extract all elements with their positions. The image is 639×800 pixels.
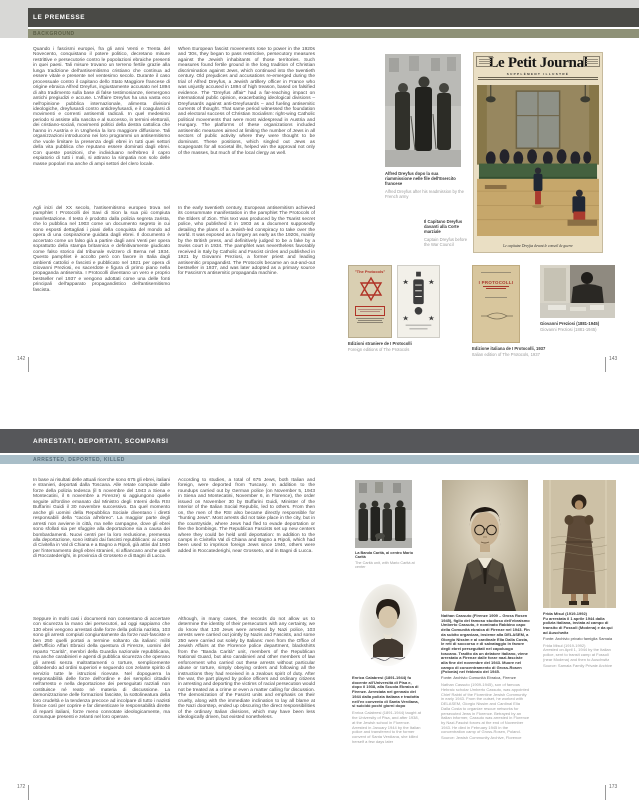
page-number-142 [17, 356, 29, 372]
page-number-rule [605, 785, 606, 800]
masthead-rule-2 [478, 79, 598, 80]
body-text-italian-paragraph-2: Agli inizi del XX secolo, l'antisemitismo europeo trova nel pamphlet I Protocolli dei Savi di Sion la sua più compiuta manifestazione. Il testo è prodotto dalla polizia segreta zarista, che lo pubblica nel 1903 come un documento segreto in cui sono esposti dettagliati i piani della conquista del mondo ad opera di una cospirazione guidata dagli ebrei. Il documento è accertato come un falso già a partire dagli anni Venti per opera soprattutto della stampa britannica e definitivamente giudicato come falso storico dal tribunale svizzero di Berna nel 1934. Questo pamphlet è accolto però con favore in Italia dagli ambienti cattolici e fascisti e pubblicato nel 1921 per opera di Giovanni Preziosi, ex sacerdote e figura di primo piano nella propaganda antisemita. I Protocolli diventano un vero e proprio bestseller nel 1937 e vengono adottati come una delle fonti principali dell'apparato propagandistico dell'antisemitismo fascista. [33, 206, 170, 293]
protocols-symbols-cover [397, 265, 440, 338]
page-number-142-label: 142 [17, 356, 26, 362]
dreyfus-caption-italian: Alfred Dreyfus dopo la sua riammissione nelle file dell'Esercito francese [385, 171, 456, 186]
calabresi-caption-italian: Enrica Calabresi (1891-1944) fu docente all'Università di Pisa e, dopo il 1938, alla Scuola Ebraica di Firenze. Arrestata nel gennaio del 1944 dalla polizia italiana e tradotta nell'ex convento di Santa Verdiana, si suicidò pochi giorni dopo [352, 675, 419, 709]
dreyfus-photo-caption [385, 171, 465, 199]
banda-caption-italian: La Banda Carità, al centro Mario Carità [355, 551, 414, 560]
preziosi-caption [540, 321, 615, 332]
italian-cover-title: I PROTOCOLLI [478, 279, 514, 285]
page-margin-left [0, 0, 28, 38]
body2-text-italian-paragraph-1: In base ai risultati delle attuali ricerche sono 675 gli ebrei, italiani e stranieri, deportati dalla Toscana. Alle retate compiute dalle forze della polizia tedesca (il 5 novembre del 1943 a Siena e Montecatini, il 6 novembre a Firenze) si aggiungono quelle seguite all'ordine emanato dal Ministro degli Interni della RSI Buffarini Guidi il 30 novembre successivo. Da quel momento anche gli uomini della Repubblica Sociale diventano i diretti responsabili della "caccia all'ebreo". La maggior parte degli arresti non avviene in città, ma nelle campagne, dove gli ebrei sono sfollati sia per sfuggire alla deportazione sia a causa dei bombardamenti. Nuovi centri per la loro reclusione, premessa alla deportazione, sono istituiti dai fascisti repubblicani: ai campi di Civitella in Val di Chiana e a Bagno a Ripoli, già attivi dal 1940 per l'internamento degli ebrei stranieri, si affiancano anche quelli di Roccatederighi, in provincia di Grosseto e di Bagni di Lucca. [33, 478, 170, 560]
misul-source-italian: Fonte: Archivio privato famiglia Samaia [543, 635, 613, 641]
page-number-173 [605, 784, 617, 800]
misul-name-english: Frida Misul (1919-1992) [543, 642, 586, 648]
cassuto-caption [441, 614, 530, 741]
petit-journal-cover [473, 52, 603, 253]
banda-carita-photo [355, 480, 412, 548]
protocols-english-cover [348, 265, 392, 338]
calabresi-caption-english: Enrica Calabresi (1891-1944) taught at the University of Pisa, and after 1938, at the Jewish school in Florence. Arrested in January 1944 by the Italian police and transferred to the former convent of Santa Verdiana, she killed herself a few days later [352, 710, 421, 744]
page-number-rule [605, 357, 606, 372]
page-margin-top [0, 0, 639, 8]
courtroom-illustration [477, 85, 599, 236]
body-text-italian-paragraph-1: Quando i fascismi europei, fra gli anni Venti e Trenta del Novecento, conquistano il potere politico, decretano misure restrittive e persecutorie contro le popolazioni ebraiche presenti in quei paesi. Tali misure trovano un terreno fertile grazie alla lunga tradizione dell'antisemitismo cristiano che continua ad essere vitale e presente nel ventesimo secolo. Durante il caso processuale contro il capitano dello Stato Maggiore francese di origine ebraica Alfred Dreyfus, ingiustamente accusato nel 1894 di alto tradimento sulla base di false testimonianze, riemergono antichi pregiudizi e accuse. L'Affaire Dreyfus ha una vasta eco nell'opinione pubblica internazionale, alimenta divisioni ideologiche, dreyfusardi contro antidreyfusardi, e il coagularsi di movimenti e correnti antisemiti radicali. In quel medesimo periodo si assiste alla nascita e al successo, in termini elettorali, dei cristiano-sociali, movimenti politici della destra cattolica che hanno in Austria e in Ungheria la loro maggiore diffusione. Tali organizzazioni introducono nei loro programmi un antisemitismo che vuole limitare la presenza degli ebrei in tutti quei settori della vita pubblica che reputano essere dominati dagli ebrei. Con queste posizioni, che individuano nell'ebreo il capro espiatorio di tutti i mali, si attirano la simpatia non solo delle masse popolari ma anche di ampi settori del clero locale. [33, 47, 170, 167]
preziosi-caption-italian: Giovanni Preziosi (1881-1945) [540, 321, 600, 326]
page-number-rule [28, 357, 29, 372]
misul-source-english: Source: Samaia Family Private Archive [543, 662, 613, 668]
banda-caption-english: The Carità unit, with Mario Carità at center [355, 560, 415, 570]
cassuto-source-english: Source: Jewish Community Archive, Florence [441, 735, 522, 741]
page-number-173-label: 173 [609, 784, 618, 790]
page-number-143-label: 143 [609, 356, 618, 362]
foreign-editions-caption-english: Foreign editions of The Protocols [348, 346, 410, 352]
foreign-editions-caption-italian: Edizioni straniere de I Protocolli [348, 341, 412, 346]
dreyfus-readmission-photo [385, 54, 461, 167]
cassuto-source-italian: Fonte: Archivio Comunità Ebraica, Firenze [441, 675, 516, 681]
petit-journal-caption-italian: Il Capitano Dreyfus davanti alla Corte marziale [424, 219, 463, 234]
petit-journal-subtitle: SUPPLÉMENT ILLUSTRÉ [506, 72, 570, 76]
calabresi-caption [352, 676, 422, 744]
petit-journal-masthead: Le Petit Journal [488, 55, 588, 71]
body-text-english-paragraph-2: In the early twentieth century, European antisemitism achieved its consummate manifestation in the pamphlet The Protocols of the Elders of Zion. This text was produced by the Tsarist secret police, who published it in 1903 as a document supposedly detailing the plans of a Jewish-led conspiracy to take over the world. It was exposed as a forgery as early as the 1920s, mainly by the British press, and definitively judged to be a fake by a Swiss court in 1934. The pamphlet was nevertheless favorably received in Italy by Catholic and Fascist circles and published in 1921 by Giovanni Preziosi, a former priest and leading antisemitic propagandist. The Protocols became an out-and-out bestseller in 1937, and was later adopted as a primary source for Fascism's antisemitic propaganda machine. [178, 206, 315, 277]
calabresi-portrait [357, 583, 419, 671]
cassuto-caption-italian: Nathan Cassuto (Firenze 1909 – Gross Rosen 1945), figlio del famoso studioso dell'ebraismo Umberto Cassuto, è nominato Rabbino capo della Comunità ebraica di Firenze nel 1943. Fin da subito organizza, insieme alla DELASEM, a Giorgio Nissim e al cardinale Elia Dalla Costa, le reti di soccorso e di salvataggio in favore degli ebrei perseguitati nel capoluogo toscano. Tradito da un delatore italiano, viene arrestato a Firenze dalle forze nazi-fasciste alla fine del novembre del 1943. Muore nel campo di concentramento di Gross-Rosen (Polonia) nel febbraio del 1945. [441, 613, 530, 675]
page-number-172-label: 172 [17, 784, 26, 790]
body2-text-english-paragraph-2: Although, in many cases, the records do not allow us to determine the identity of their persecutors with any certainty, we do know that 130 Jews were arrested by Nazi police, 103 arrests were carried out jointly by Nazis and Fascists, and some 250 were carried out solely by Italians: men from the Office of Jewish Affairs at the Florence police department, blackshirts from the "Banda Carità" unit, members of the Republican National Guard, but also carabinieri and other members of law enforcement who carried out these arrests without particular abuse or torture, simply obeying orders and following all the instructions they had received in a zealous spirit of duty. After the war, the part played by police officers and ordinary citizens in arresting and deporting the victims of racial persecution would not be treated as a crime or even a matter calling for discussion. The demonization of the Fascist units and emphasis on their cruelty, along with the immediate inclination to lay all blame at the Nazi doorstep, ended up obscuring the direct responsibilities of the ordinary Italian divisions, which may have been less ideologically driven, but existed nonetheless. [178, 617, 315, 721]
body2-text-english-paragraph-1: According to studies, a total of 675 Jews, both Italian and foreign, were deported from Tuscany. In addition to the roundups carried out by German police (on November 5, 1943 in Siena and Montecatini, November 6, in Florence), the order issued on November 30 by Buffarini Guidi, Minister of the Interior of the Italian Social Republic, led to others. From then on, the men of the RSI also became directly responsible for "hunting Jews". Most arrests did not take place in the city, but in the countryside, where Jews had fled to evade deportation or flee the bombings. The Republican Fascists set up new centers where they could be held until deportation: In addition to the camps in Civitella Val di Chiana and Bagno a Ripoli, which had been used to imprison foreign Jews since 1940, others were added in Roccatederighi, near Grosseto, and in Bagni di Lucca. [178, 478, 315, 554]
misul-caption-english: Arrested on April 1, 1944 by the Italian police, sent to transit camp at Fossoli (near Modena) and then to Auschwitz [543, 647, 611, 662]
italian-edition-caption [472, 346, 567, 357]
section2-title-english: ARRESTED, DEPORTED, KILLED [33, 456, 125, 463]
section-title-bar [28, 8, 639, 27]
section2-title-italian: ARRESTATI, DEPORTATI, SCOMPARSI [33, 437, 169, 445]
banda-carita-caption [355, 551, 419, 570]
section-subtitle-bar [28, 29, 639, 38]
section2-subtitle-bar [0, 455, 639, 464]
section2-title-bar [0, 429, 639, 453]
masthead-left-box [476, 56, 493, 67]
protocols-italian-cover [472, 265, 520, 343]
italian-edition-caption-english: Italian edition of The Protocols, 1937 [472, 351, 540, 357]
page-number-172 [17, 784, 29, 800]
foreign-editions-caption [348, 341, 443, 352]
dreyfus-caption-english: Alfred Dreyfus after his readmission by the French army [385, 188, 464, 199]
page-number-rule [28, 785, 29, 800]
preziosi-caption-english: Giovanni Preziosi (1881-1945) [540, 326, 597, 332]
cassuto-caption-english: Nathan Cassuto (1909-1945), son of famous Hebraic scholar Umberto Cassuto, was appointed Chief Rabbi of the Florentine Jewish Community in early 1943. From the outset, he worked with DELASEM, Giorgio Nissim and Cardinal Elia Dalla Costa to organize rescue networks for persecuted Jews in Florence. Betrayed by an Italian informer, Cassuto was arrested in Florence by Nazi-Fascist forces at the end of November 1943. He died in February 1945 in the concentration camp of Gross-Rosen, Poland. [441, 682, 530, 735]
misul-name-italian: Frida Misul (1919-1992) [543, 611, 588, 616]
body-text-english-paragraph-1: When European fascist movements rose to power in the 1920s and '30s, they began to pass restrictive, persecutory measures against the Jewish inhabitants of those territories. Such measures found fertile ground in the long tradition of Christian discrimination against Jews, which continued into the twentieth century. Old prejudices and accusations re-emerged during the trial of Alfred Dreyfus, a Jewish artillery officer in France who was unjustly accused in 1894 of high treason, based on falsified evidence. The "Dreyfus affair" had a far-reaching impact on international public opinion, exacerbating ideological divisions – Dreyfusards against anti-Dreyfusards – and fueling antisemitic currents of thought. That same period witnessed the foundation and electoral success of Christian Socialism: right-wing Catholic political movements that were most widespread in Austria and Hungary. The platforms of these organizations included antisemitic measures aimed at limiting the number of Jews in all sectors of public activity where they were thought to be dominant. These positions, which singled out Jews as scapegoats for all societal ills, helped win the approval not only of the masses, but much of the local clergy as well. [178, 47, 315, 156]
cassuto-portrait [442, 480, 528, 611]
petit-journal-side-caption [424, 219, 468, 247]
misul-photo [543, 480, 616, 608]
page-number-143 [605, 356, 617, 372]
misul-caption [543, 612, 618, 668]
italian-edition-caption-italian: Edizione italiana de I Protocolli, 1937 [472, 346, 546, 351]
petit-journal-plate-caption: Le capitaine Dreyfus devant le conseil de guerre [503, 244, 573, 248]
preziosi-photo [540, 265, 615, 318]
protocols-cover-title: "The Protocols" [354, 269, 386, 274]
misul-caption-italian: Fu arrestata il 1 aprile 1944 dalla polizia italiana, inviata al campo di transito di Fossoli (Modena) e da qui ad Auschwitz [543, 615, 613, 635]
masthead-right-box [583, 56, 600, 67]
section-title-italian: LE PREMESSE [33, 14, 86, 21]
body2-text-italian-paragraph-2: Seppure in molti casi i documenti non consentano di accertare con sicurezza la mano dei persecutori, ad oggi sappiamo che 130 ebrei vengono arrestati dalle forze della polizia nazista, 103 sono gli arresti compiuti congiuntamente da forze nazi-fasciste e ben 250 quelli portati a termine soltanto da italiani: militi dell'Ufficio Affari Ebraici della questura di Firenze, uomini del reparto "Carità", membri della Guardia nazionale repubblicana, ma anche carabinieri e agenti di pubblica sicurezza che operano gli arresti senza maltrattamenti o torture, semplicemente obbedendo ad ordini superiori e seguendo con zelante spirito di servizio tutte le istruzioni ricevute. Nel dopoguerra la responsabilità delle forze dell'ordine e dei semplici cittadini nell'arresto e nella deportazione dei perseguitati razziali non costituisce né reato né materia di discussione. La demonizzazione delle formazioni fasciste, la sottolineatura della loro crudeltà e la tendenza precoce ad incolpare di tutto i nazisti finisce così per coprire e far dimenticare le responsabilità dirette di reparti italiani, forze meno connotate ideologicamente, ma comunque presenti e zelanti nel loro operare. [33, 617, 170, 721]
section-title-english: BACKGROUND [33, 30, 75, 37]
petit-journal-caption-english: Captain Dreyfus before the War Council [424, 236, 468, 247]
